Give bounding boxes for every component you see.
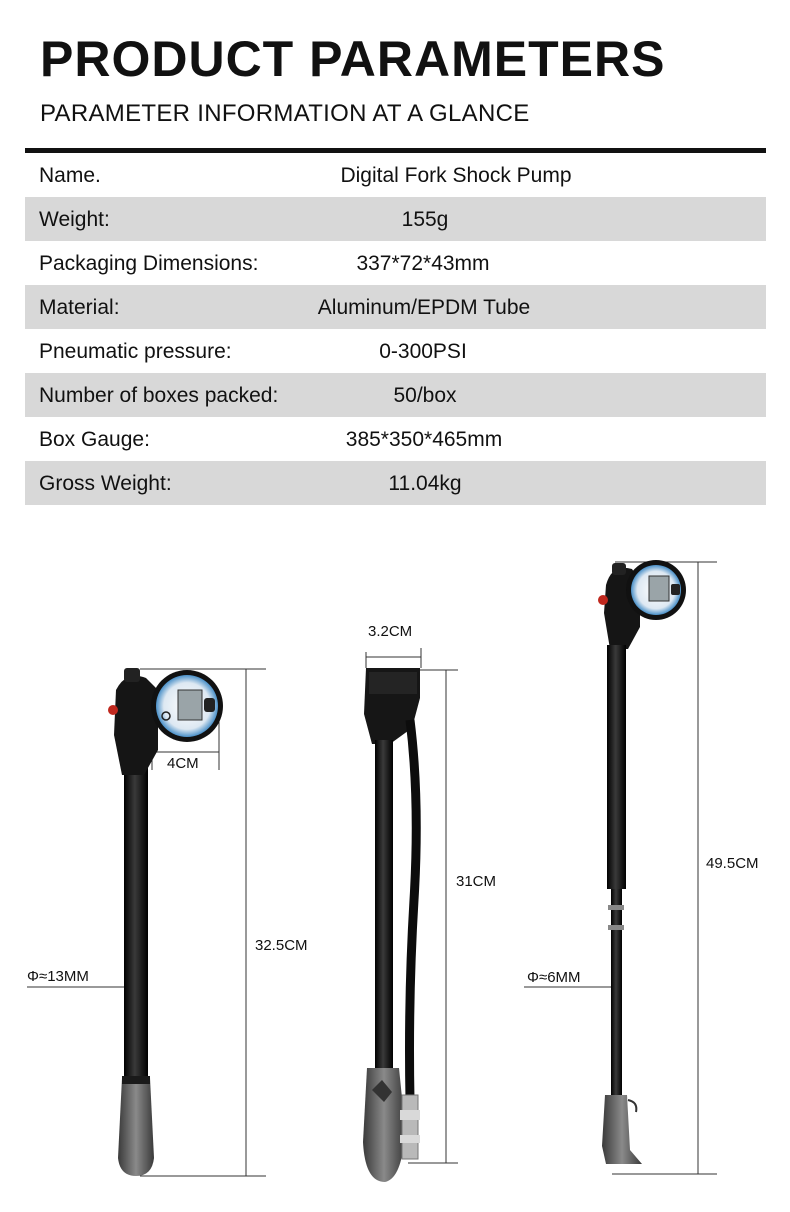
- dim-label-long-diameter: Φ≈6MM: [527, 969, 581, 986]
- param-label: Weight:: [39, 208, 110, 231]
- param-value: 50/box: [393, 384, 457, 407]
- shock-pump-hose: [363, 623, 496, 1182]
- param-value: Digital Fork Shock Pump: [340, 164, 572, 187]
- param-label: Number of boxes packed:: [39, 384, 279, 407]
- param-row-pressure: [25, 329, 766, 373]
- param-value: 11.04kg: [388, 472, 462, 495]
- param-label: Material:: [39, 296, 120, 319]
- param-label: Name.: [39, 164, 101, 187]
- dim-label-gauge-width: 4CM: [167, 755, 199, 772]
- param-row-material: [25, 285, 766, 329]
- param-row-weight: [25, 197, 766, 241]
- param-value: 385*350*465mm: [345, 428, 503, 451]
- shock-pump-short: [27, 668, 308, 1176]
- shock-pump-long: [524, 560, 759, 1174]
- param-label: Packaging Dimensions:: [39, 252, 259, 275]
- page-subtitle: PARAMETER INFORMATION AT A GLANCE: [40, 100, 530, 127]
- param-row-boxes: [25, 373, 766, 417]
- param-value: 0-300PSI: [379, 340, 467, 363]
- param-row-gross-weight: [25, 461, 766, 505]
- dim-label-short-length: 32.5CM: [255, 937, 308, 954]
- param-label: Box Gauge:: [39, 428, 150, 451]
- param-row-name: [25, 153, 766, 197]
- param-value: 337*72*43mm: [356, 252, 490, 275]
- param-label: Pneumatic pressure:: [39, 340, 232, 363]
- parameter-table: [25, 153, 766, 505]
- param-value: Aluminum/EPDM Tube: [317, 296, 531, 319]
- param-label: Gross Weight:: [39, 472, 172, 495]
- param-value: 155g: [401, 208, 449, 231]
- dim-label-head-width: 3.2CM: [368, 623, 413, 640]
- param-row-packaging: [25, 241, 766, 285]
- dim-label-long-length: 49.5CM: [706, 855, 759, 872]
- page-title: PRODUCT PARAMETERS: [40, 31, 666, 87]
- param-row-box-gauge: [25, 417, 766, 461]
- dim-label-short-diameter: Φ≈13MM: [27, 968, 89, 985]
- dim-label-hose-length: 31CM: [456, 873, 497, 890]
- product-illustrations: [0, 540, 790, 1212]
